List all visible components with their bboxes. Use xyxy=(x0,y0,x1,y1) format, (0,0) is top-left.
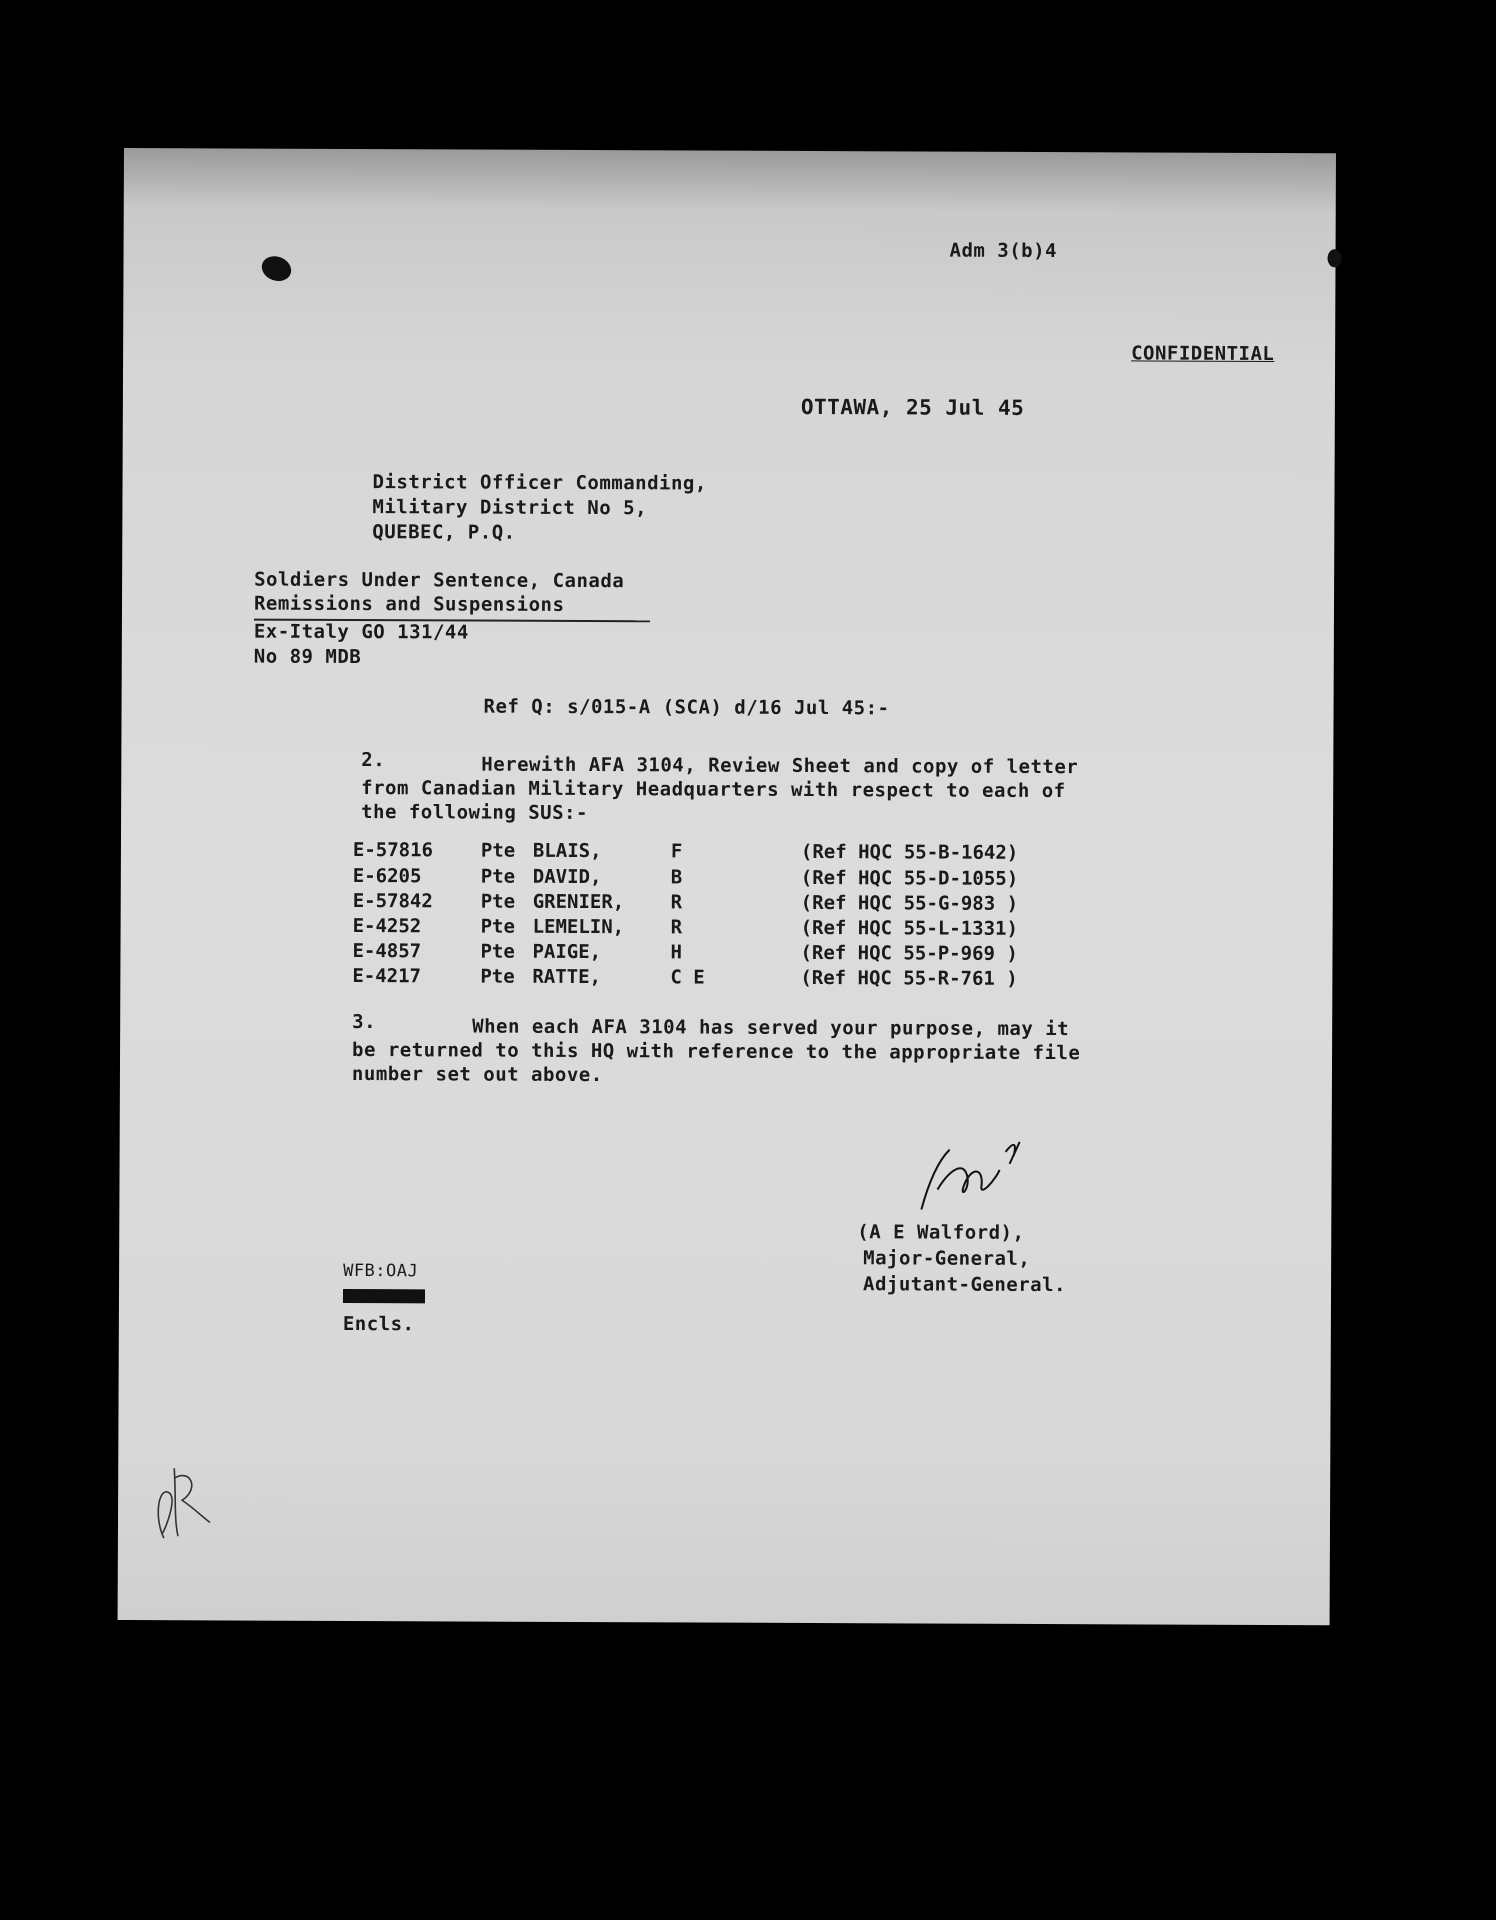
rank: Pte xyxy=(480,865,516,888)
para2-line-2: from Canadian Military Headquarters with respect to each of xyxy=(361,777,1066,803)
classification-stamp: CONFIDENTIAL xyxy=(1131,342,1275,366)
subject-line-3: Ex-Italy GO 131/44 xyxy=(253,620,469,644)
para3-line-3: number set out above. xyxy=(351,1063,603,1087)
surname: GRENIER, xyxy=(532,890,625,914)
file-ref: (Ref HQC 55-P-969 ) xyxy=(800,941,1018,965)
surname: LEMELIN, xyxy=(532,915,625,939)
rank: Pte xyxy=(480,839,516,862)
initials: R xyxy=(670,916,683,939)
ink-blot xyxy=(258,252,294,285)
para3-line-1: When each AFA 3104 has served your purpose, may it xyxy=(472,1015,1070,1041)
initials: F xyxy=(670,840,683,863)
reference-line: Ref Q: s/015-A (SCA) d/16 Jul 45:- xyxy=(483,695,890,720)
signatory-rank: Major-General, xyxy=(863,1247,1031,1270)
file-ref: (Ref HQC 55-R-761 ) xyxy=(800,966,1018,990)
signatory-title: Adjutant-General. xyxy=(863,1273,1067,1297)
file-ref: (Ref HQC 55-D-1055) xyxy=(800,866,1019,890)
para2-line-1: Herewith AFA 3104, Review Sheet and copy of letter xyxy=(481,753,1079,779)
para3-line-2: be returned to this HQ with reference to the appropriate file xyxy=(352,1039,1081,1065)
document-page xyxy=(118,148,1336,1625)
addressee-line-2: Military District No 5, xyxy=(372,496,648,520)
surname: PAIGE, xyxy=(532,940,602,964)
initials: H xyxy=(670,941,682,964)
handwritten-initials-mark xyxy=(144,1448,224,1548)
rank: Pte xyxy=(480,940,515,963)
initials: C E xyxy=(670,966,705,989)
signatory-name: (A E Walford), xyxy=(857,1221,1025,1244)
service-number: E-4252 xyxy=(352,915,422,938)
initials: B xyxy=(670,866,683,889)
service-number: E-4857 xyxy=(352,940,422,963)
surname: DAVID, xyxy=(532,865,602,889)
service-number: E-4217 xyxy=(352,965,422,988)
para2-number: 2. xyxy=(361,749,386,772)
handwritten-signature xyxy=(909,1129,1039,1220)
enclosures-note: Encls. xyxy=(342,1312,415,1336)
file-ref: (Ref HQC 55-G-983 ) xyxy=(800,891,1019,915)
surname: RATTE, xyxy=(532,965,602,989)
para3-number: 3. xyxy=(352,1011,377,1034)
rank: Pte xyxy=(480,890,516,913)
subject-line-4: No 89 MDB xyxy=(253,645,362,669)
file-ref: (Ref HQC 55-L-1331) xyxy=(800,916,1018,940)
initials: R xyxy=(670,891,683,914)
ink-blot xyxy=(1327,249,1341,267)
surname: BLAIS, xyxy=(532,839,602,863)
rank: Pte xyxy=(480,965,515,988)
addressee-line-1: District Officer Commanding, xyxy=(372,471,707,495)
addressee-line-3: QUEBEC, P.Q. xyxy=(372,521,516,544)
service-number: E-6205 xyxy=(352,865,422,888)
subject-line-2: Remissions and Suspensions xyxy=(253,592,565,616)
service-number: E-57842 xyxy=(352,890,433,913)
redaction-bar xyxy=(343,1289,425,1303)
typist-initials: WFB:OAJ xyxy=(343,1260,419,1282)
subject-line-1: Soldiers Under Sentence, Canada xyxy=(254,568,625,593)
file-reference: Adm 3(b)4 xyxy=(949,239,1058,263)
place-date: OTTAWA, 25 Jul 45 xyxy=(800,394,1025,420)
rank: Pte xyxy=(480,915,515,938)
file-ref: (Ref HQC 55-B-1642) xyxy=(800,840,1019,864)
service-number: E-57816 xyxy=(352,839,434,862)
para2-line-3: the following SUS:- xyxy=(361,801,588,825)
